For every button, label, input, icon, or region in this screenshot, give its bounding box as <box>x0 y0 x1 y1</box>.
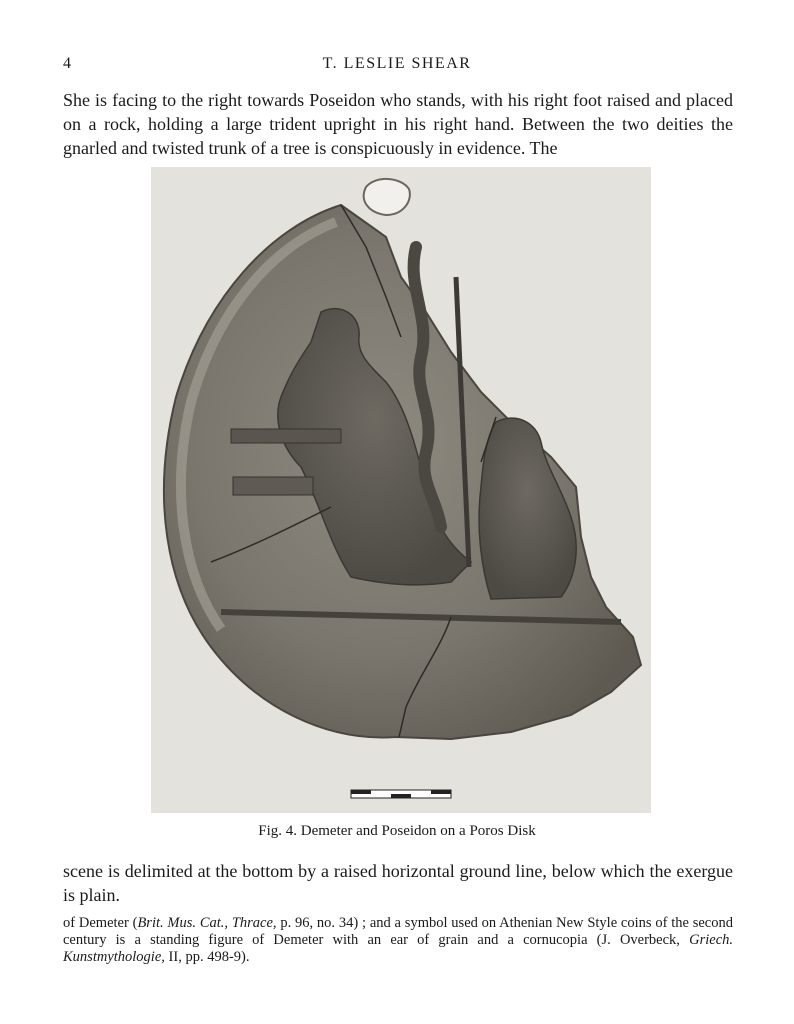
footnote-citation-1: Brit. Mus. Cat., Thrace, <box>137 915 277 931</box>
footnote <box>63 915 733 966</box>
poros-disk-photo <box>151 167 651 813</box>
footnote-text-1: of Demeter ( <box>63 915 138 931</box>
throne <box>231 429 341 443</box>
disk-knob <box>364 179 410 215</box>
running-title: T. LESLIE SHEAR <box>322 55 472 72</box>
throne-seat <box>233 477 313 495</box>
figure-photo <box>151 167 651 813</box>
footnote-citation-2: Griech. Kunstmythologie, <box>63 932 733 965</box>
footnote-text-3: II, pp. 498-9). <box>164 949 250 965</box>
footnote-text-2: p. 96, no. 34) ; and a symbol used on Athenian New Style coins of the second century is a standing figure of Demeter with an ear of grain and a cornucopia (J. Overbeck, <box>63 915 733 948</box>
body-paragraph-bottom: scene is delimited at the bottom by a raised horizontal ground line, below which the exergue is plain. <box>63 861 733 905</box>
scale-bar <box>351 790 451 798</box>
body-paragraph-top: She is facing to the right towards Poseidon who stands, with his right foot raised and placed on a rock, holding a large trident upright in his right hand. Between the two deities the gnarled and twisted trunk of a tree is conspicuously in evidence. The <box>63 90 733 158</box>
page-number: 4 <box>63 55 71 72</box>
figure-caption: Fig. 4. Demeter and Poseidon on a Poros Disk <box>258 823 536 839</box>
